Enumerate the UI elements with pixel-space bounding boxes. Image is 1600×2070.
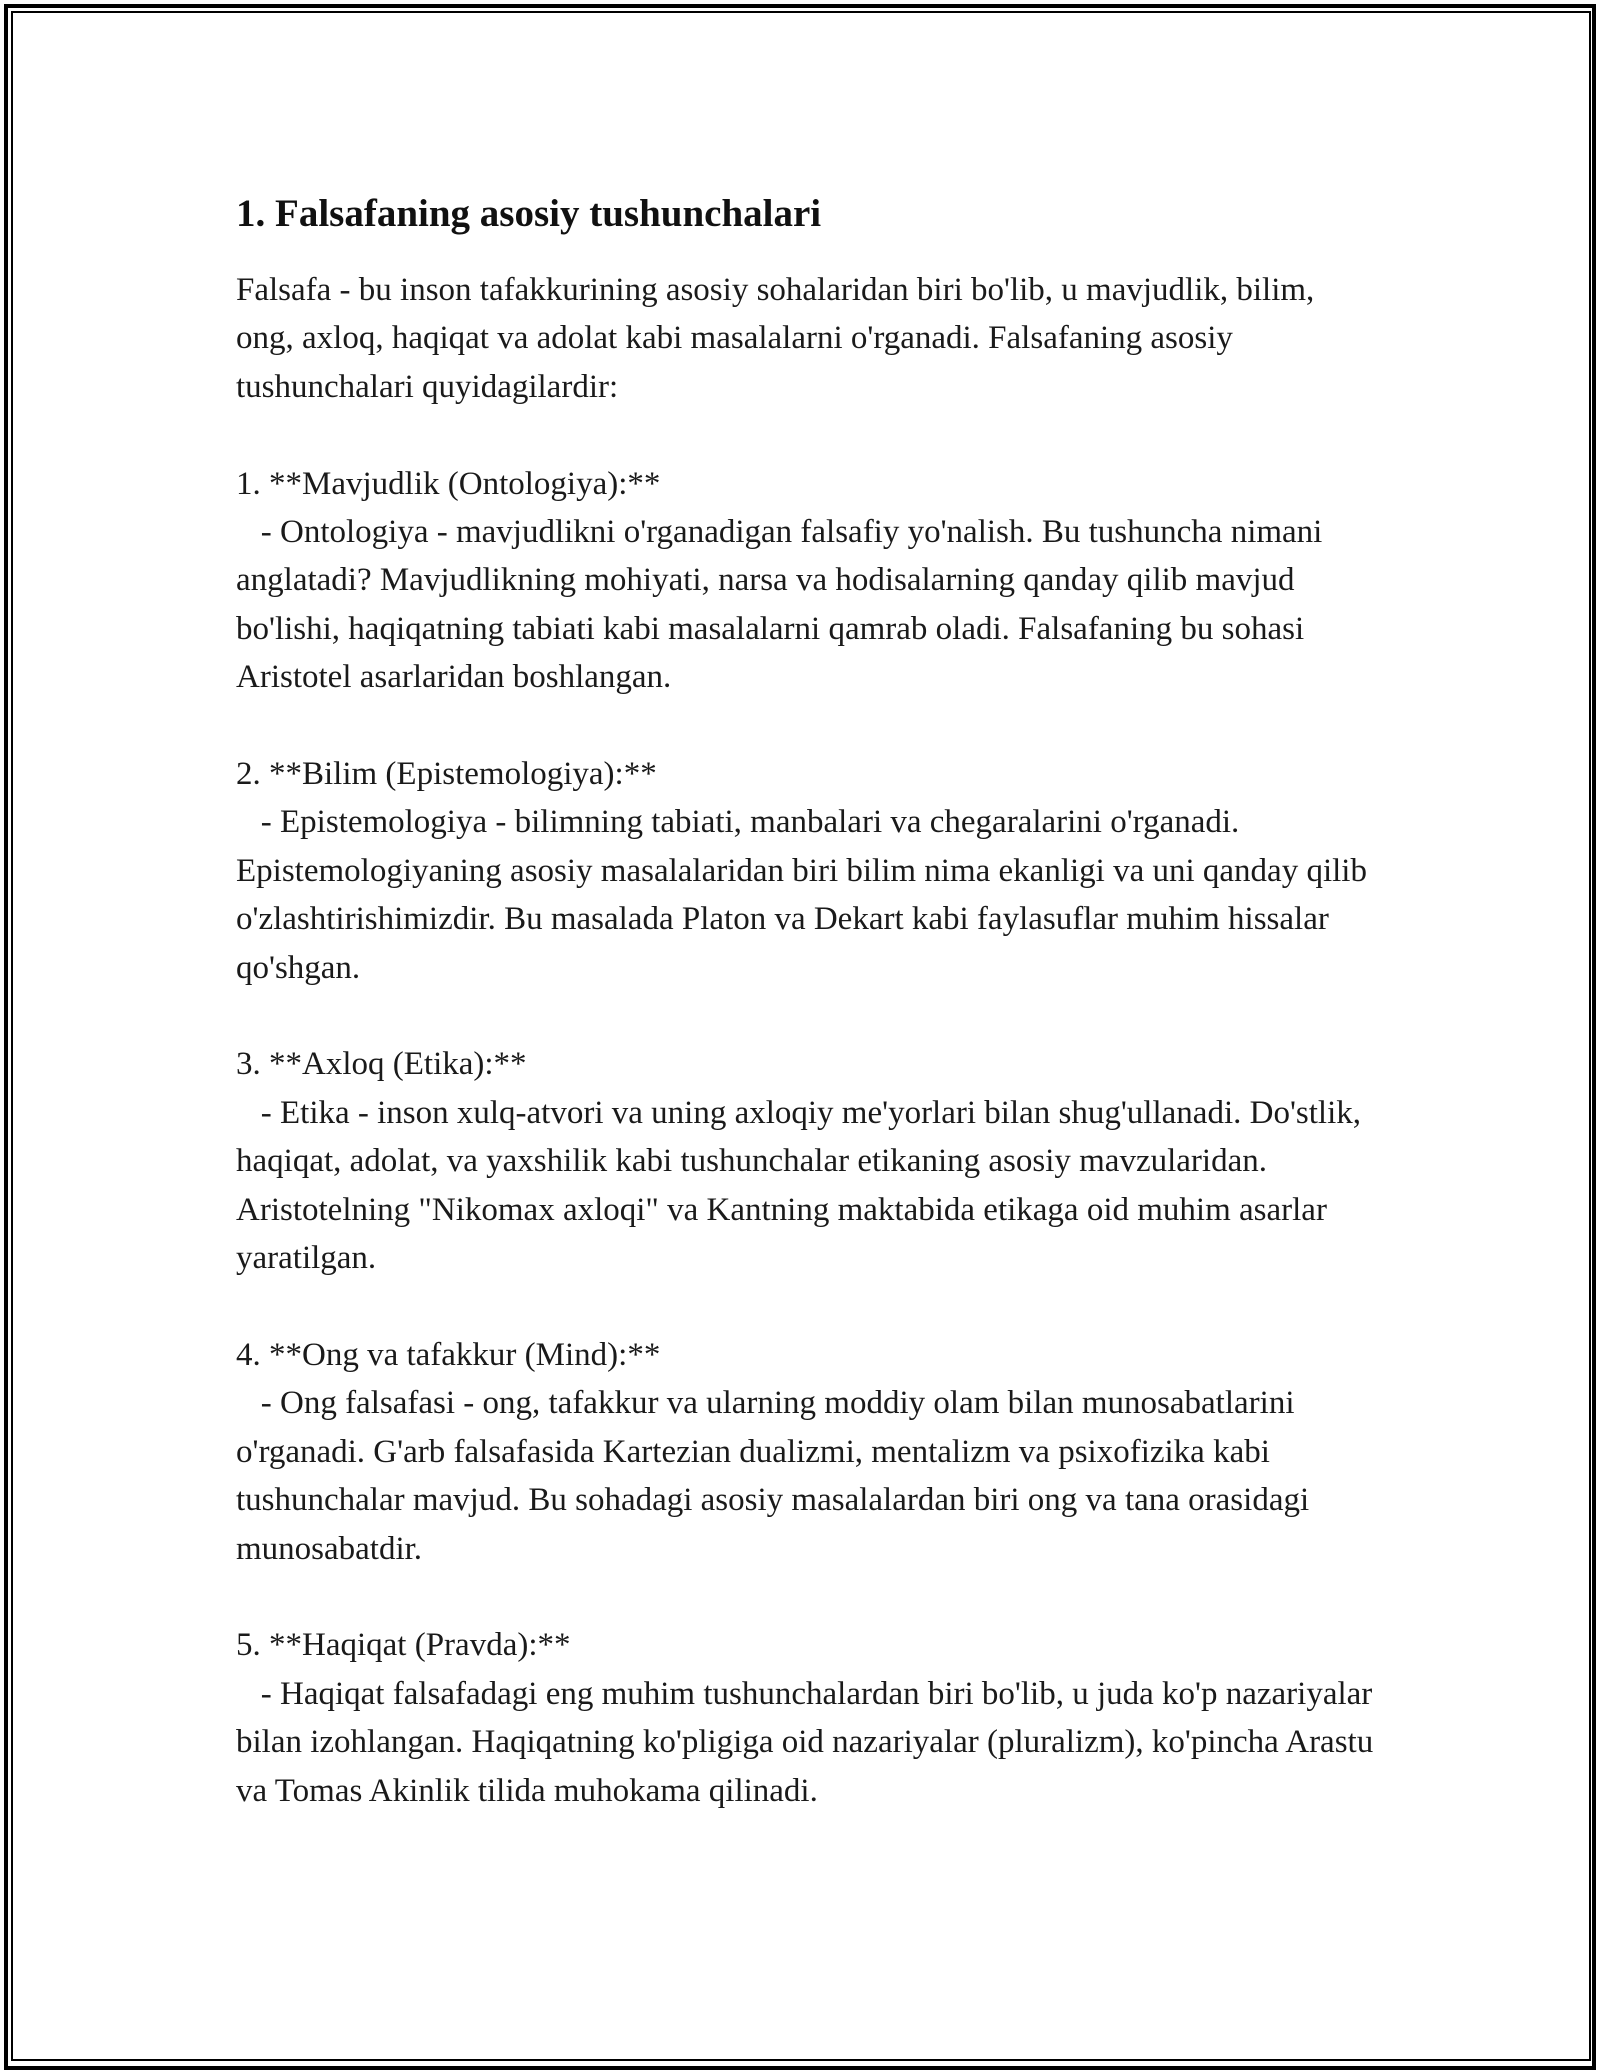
section-heading: 1. **Mavjudlik (Ontologiya):** — [236, 465, 661, 502]
section-body: - Epistemologiya - bilimning tabiati, manbalari va chegaralarini o'rganadi. Epistemologiyaning asosiy masalalaridan biri bilim nima ekanligi va uni qanday qilib o'zlashtirishimizdir. Bu masalada Platon va Dekart kabi faylasuflar muhim hissalar qo'shgan. — [236, 804, 1376, 986]
section-heading: 4. **Ong va tafakkur (Mind):** — [236, 1336, 661, 1373]
section-heading: 5. **Haqiqat (Pravda):** — [236, 1627, 571, 1664]
document-body — [236, 186, 1382, 1863]
section-ethics — [236, 1040, 1376, 1282]
section-truth — [236, 1621, 1382, 1815]
section-heading: 2. **Bilim (Epistemologiya):** — [236, 756, 657, 793]
section-body: - Ong falsafasi - ong, tafakkur va ularning moddiy olam bilan munosabatlarini o'rganadi. G'arb falsafasida Kartezian dualizmi, mentalizm va psixofizika kabi tushunchalar mavjud. Bu sohadagi asosiy masalalardan biri ong va tana orasidagi munosabatdir. — [236, 1385, 1318, 1567]
section-body: - Haqiqat falsafadagi eng muhim tushunchalardan biri bo'lib, u juda ko'p nazariyalar bilan izohlangan. Haqiqatning ko'pligiga oid nazariyalar (pluralizm), ko'pincha Arastu va Tomas Akinlik tilida muhokama qilinadi. — [236, 1675, 1382, 1809]
document-title: 1. Falsafaning asosiy tushunchalari — [236, 192, 822, 235]
section-ontology — [236, 460, 1376, 702]
section-epistemology — [236, 750, 1376, 992]
section-mind — [236, 1331, 1376, 1573]
section-heading: 3. **Axloq (Etika):** — [236, 1046, 527, 1083]
intro-paragraph: Falsafa - bu inson tafakkurining asosiy sohalaridan biri bo'lib, u mavjudlik, bilim, ong, axloq, haqiqat va adolat kabi masalalarni o'rganadi. Falsafaning asosiy tushunchalari quyidagilardir: — [236, 272, 1323, 405]
section-body: - Ontologiya - mavjudlikni o'rganadigan falsafiy yo'nalish. Bu tushuncha nimani anglatadi? Mavjudlikning mohiyati, narsa va hodisalarning qanday qilib mavjud bo'lishi, haqiqatning tabiati kabi masalalarni qamrab oladi. Falsafaning bu sohasi Aristotel asarlaridan boshlangan. — [236, 514, 1331, 696]
section-body: - Etika - inson xulq-atvori va uning axloqiy me'yorlari bilan shug'ullanadi. Do'stlik, haqiqat, adolat, va yaxshilik kabi tushunchalar etikaning asosiy mavzularidan. Aristotelning "Nikomax axloqi" va Kantning maktabida etikaga oid muhim asarlar yaratilgan. — [236, 1094, 1370, 1277]
